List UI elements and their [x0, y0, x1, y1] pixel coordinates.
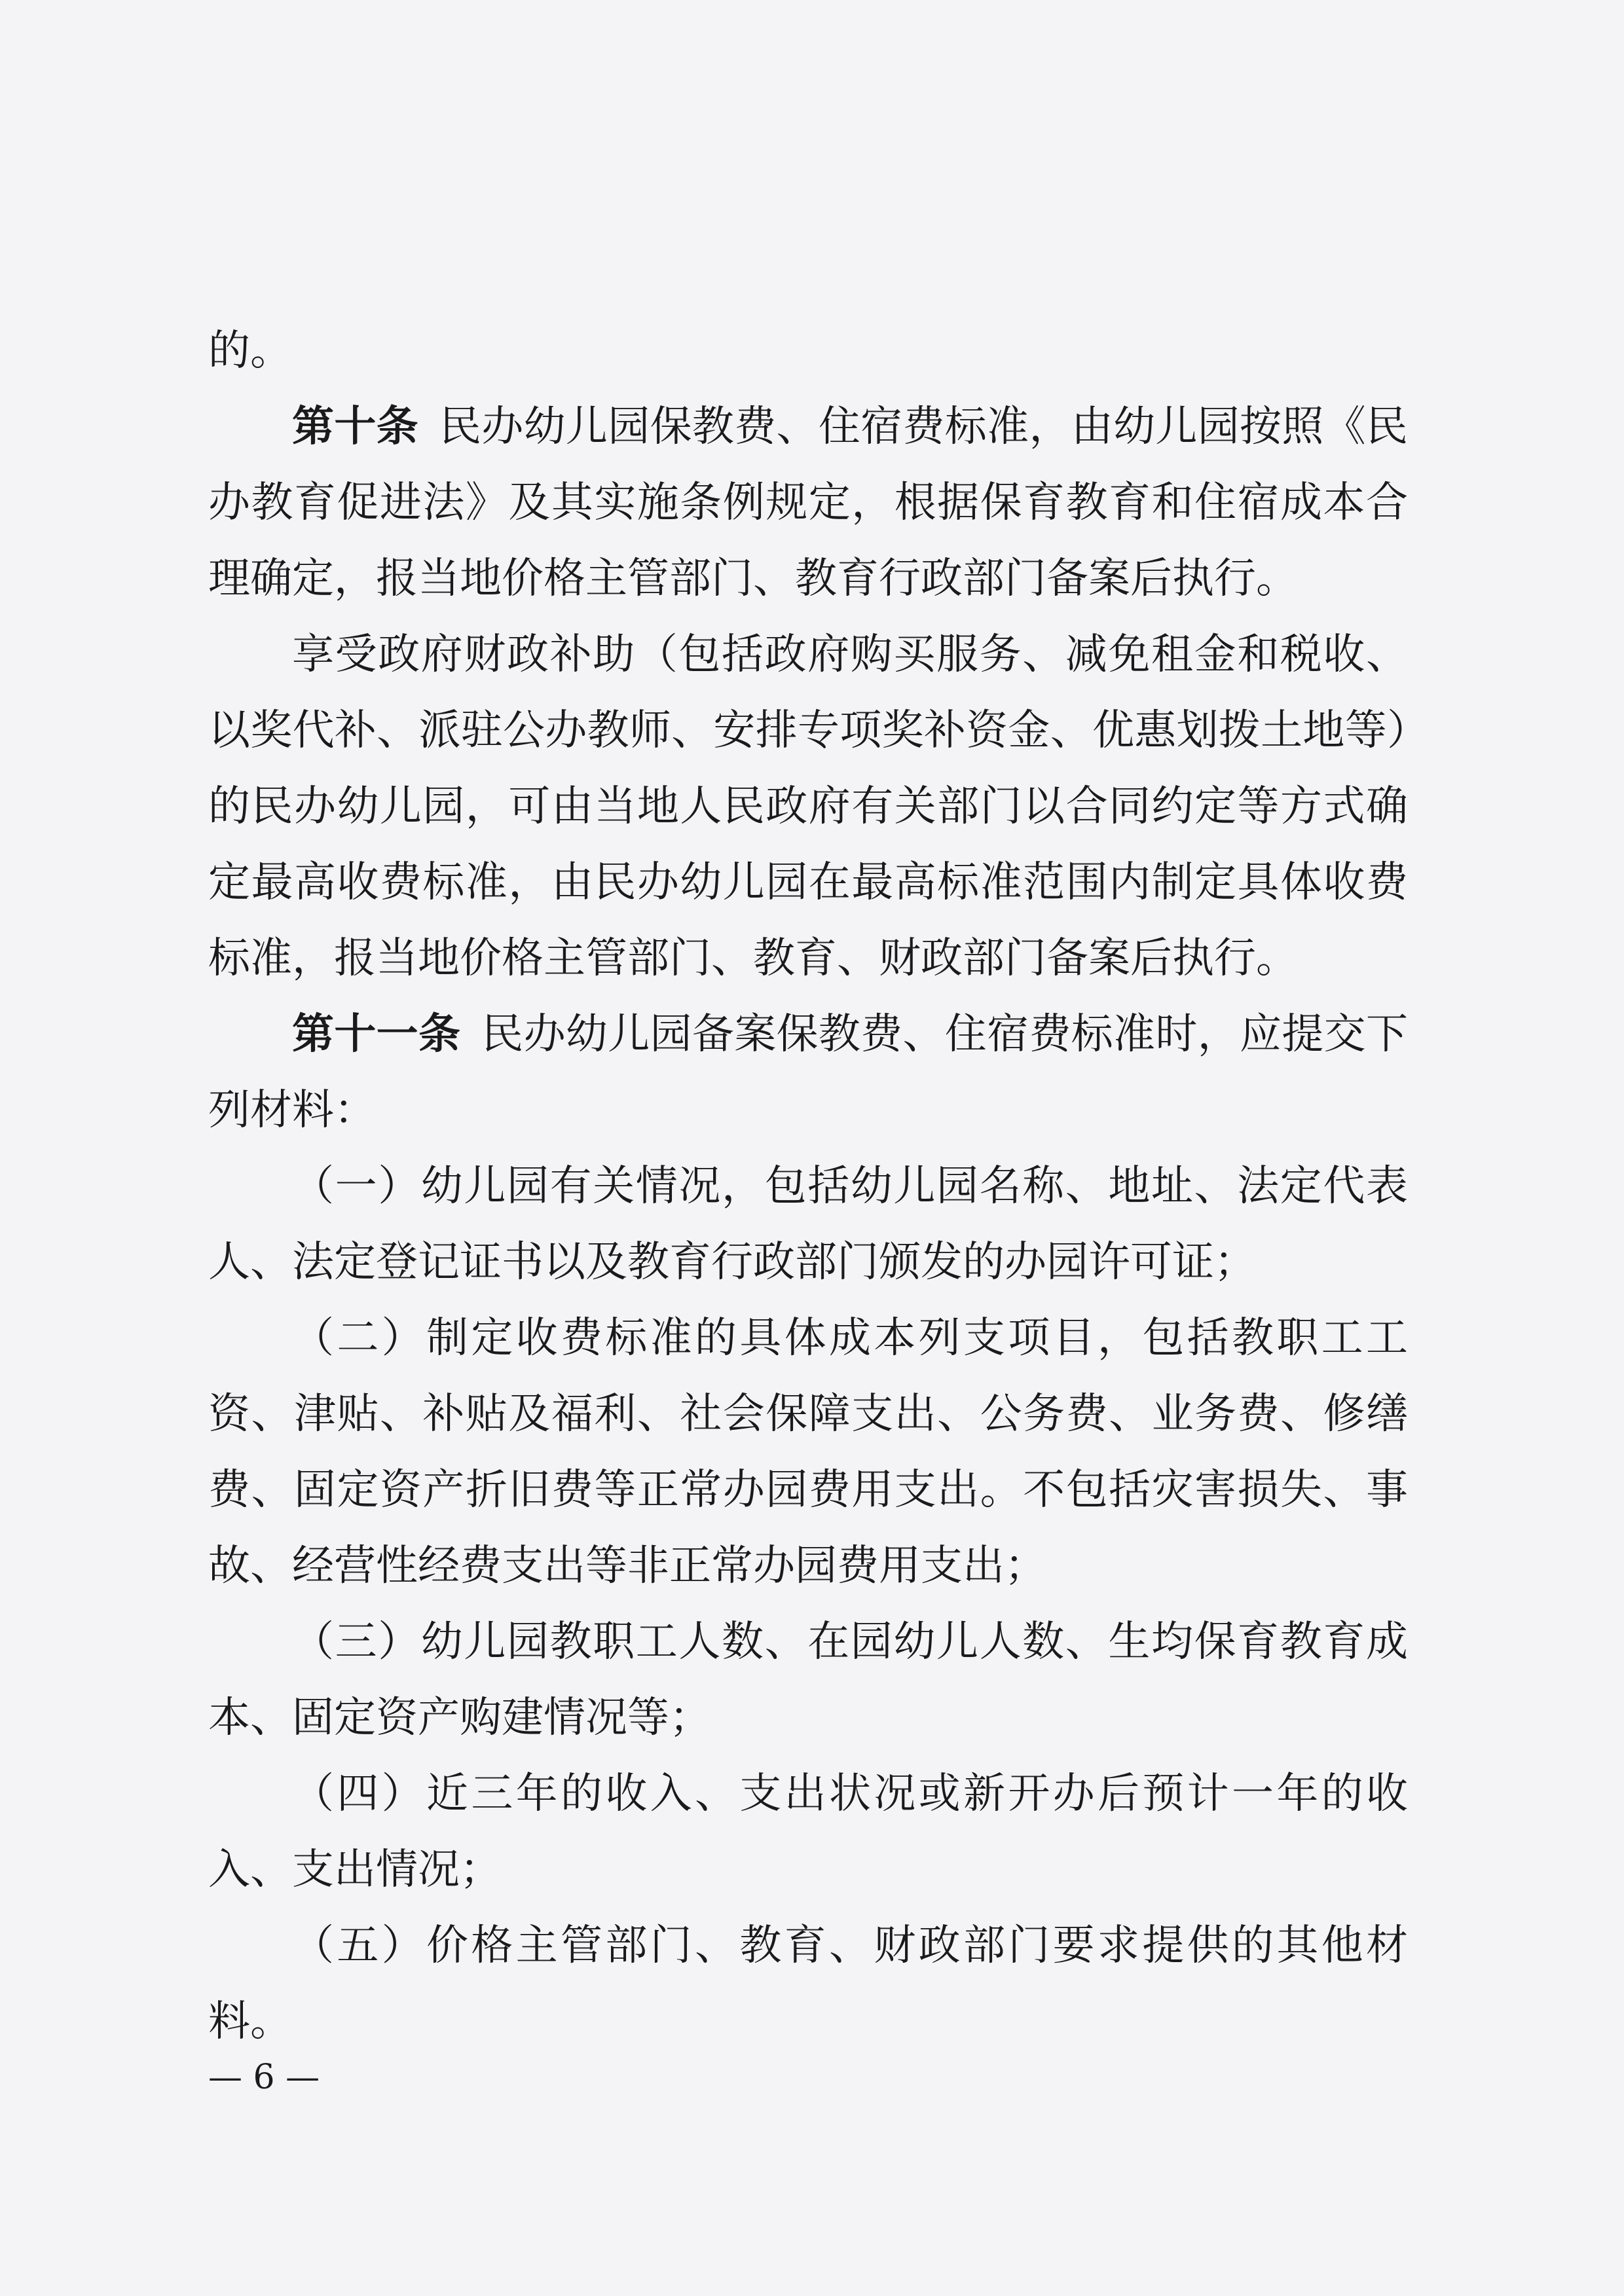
article-11-text: 民办幼儿园备案保教费、住宿费标准时，应提交下列材料： — [208, 1010, 1408, 1135]
article-10-paragraph — [208, 389, 1408, 617]
document-body — [208, 313, 1408, 2060]
article-11-paragraph — [208, 996, 1408, 1148]
subsidy-paragraph: 享受政府财政补助（包括政府购买服务、减免租金和税收、以奖代补、派驻公办教师、安排专项奖补资金、优惠划拨土地等）的民办幼儿园，可由当地人民政府有关部门以合同约定等方式确定最高收费标准，由民办幼儿园在最高标准范围内制定具体收费标准，报当地价格主管部门、教育、财政部门备案后执行。 — [208, 630, 1408, 983]
list-item: （二）制定收费标准的具体成本列支项目，包括教职工工资、津贴、补贴及福利、社会保障支出、公务费、业务费、修缮费、固定资产折旧费等正常办园费用支出。不包括灾害损失、事故、经营性经费支出等非正常办园费用支出； — [208, 1314, 1408, 1590]
article-10-label: 第十条 — [292, 403, 418, 451]
list-item: （三）幼儿园教职工人数、在园幼儿人数、生均保育教育成本、固定资产购建情况等； — [208, 1618, 1408, 1742]
list-item: （五）价格主管部门、教育、财政部门要求提供的其他材料。 — [208, 1922, 1408, 2046]
article-11-label: 第十一条 — [292, 1010, 461, 1059]
list-item: （一）幼儿园有关情况，包括幼儿园名称、地址、法定代表人、法定登记证书以及教育行政部门颁发的办园许可证； — [208, 1162, 1408, 1286]
list-item: （四）近三年的收入、支出状况或新开办后预计一年的收入、支出情况； — [208, 1770, 1408, 1894]
page-number: — 6 — — [208, 2058, 320, 2097]
article-10-text: 民办幼儿园保教费、住宿费标准，由幼儿园按照《民办教育促进法》及其实施条例规定，根据保育教育和住宿成本合理确定，报当地价格主管部门、教育行政部门备案后执行。 — [208, 403, 1409, 603]
opening-fragment: 的。 — [208, 327, 292, 375]
